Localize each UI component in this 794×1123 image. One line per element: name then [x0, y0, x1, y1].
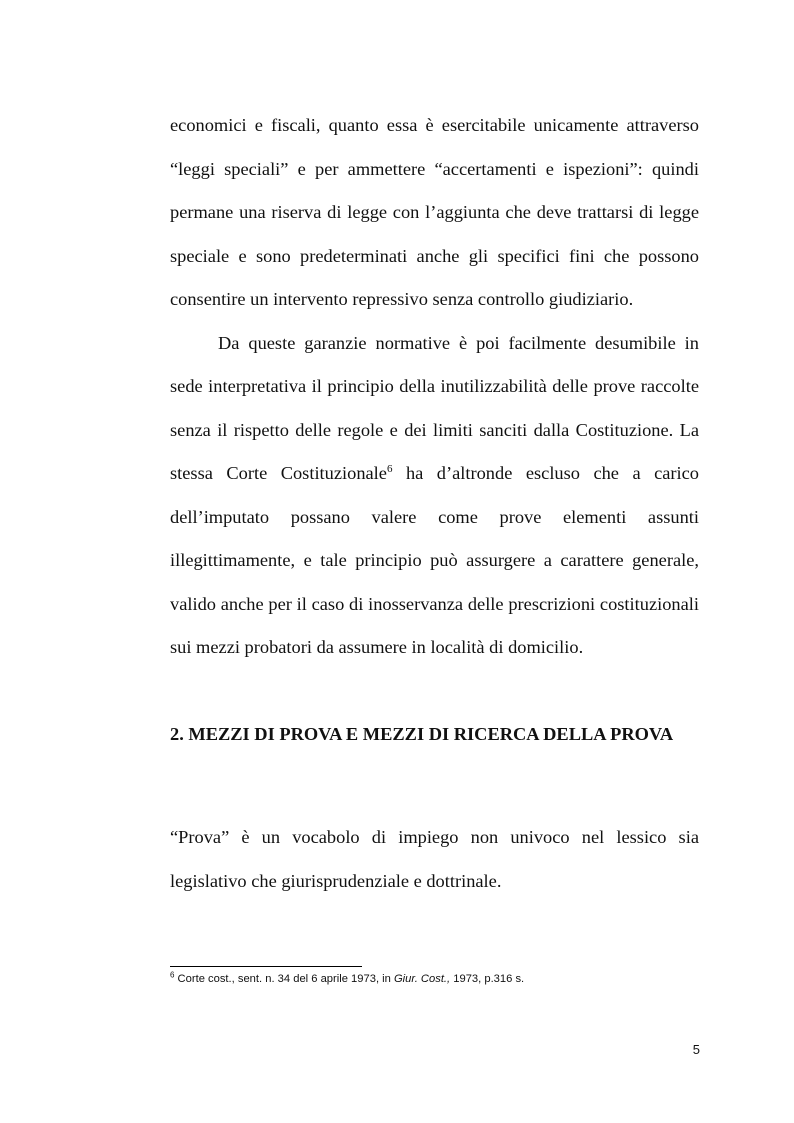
paragraph-2: [170, 322, 699, 670]
footnote-reference[interactable]: 6: [386, 462, 393, 475]
footnote-number: 6: [170, 970, 175, 980]
section-heading: 2. MEZZI DI PROVA E MEZZI DI RICERCA DELLA PROVA: [170, 724, 674, 744]
footnote-text-before: Corte cost., sent. n. 34 del 6 aprile 1973, in: [174, 973, 394, 985]
paragraph-3: “Prova” è un vocabolo di impiego non univoco nel lessico sia legislativo che giurisprudenziale e dottrinale.: [170, 827, 699, 891]
paragraph-2-text-after: ha d’altronde escluso che a carico dell’imputato possano valere come prove elementi assunti illegittimamente, e tale principio può assurgere a carattere generale, valido anche per il caso di inosservanza delle prescrizioni costituzionali sui mezzi probatori da assumere in località di domicilio.: [170, 463, 699, 657]
footnote: [170, 970, 730, 985]
footnote-separator: [170, 966, 362, 967]
paragraph-1: economici e fiscali, quanto essa è esercitabile unicamente attraverso “leggi speciali” e per ammettere “accertamenti e ispezioni”: quindi permane una riserva di legge con l’aggiunta che deve trattarsi di legge speciale e sono predeterminati anche gli specifici fini che possono consentire un intervento repressivo senza controllo giudiziario.: [170, 115, 699, 309]
page-number: 5: [692, 1042, 700, 1057]
footnote-text-after: 1973, p.316 s.: [450, 973, 525, 985]
body-text-block: [170, 104, 699, 670]
footnote-journal: Giur. Cost.,: [393, 973, 451, 985]
paragraph-2-text-before: Da queste garanzie normative è poi facilmente desumibile in sede interpretativa il principio della inutilizzabilità delle prove raccolte senza il rispetto delle regole e dei limiti sanciti dalla Costituzione. La stessa Corte Costituzionale: [170, 332, 699, 483]
body-text-block-2: [170, 816, 699, 903]
